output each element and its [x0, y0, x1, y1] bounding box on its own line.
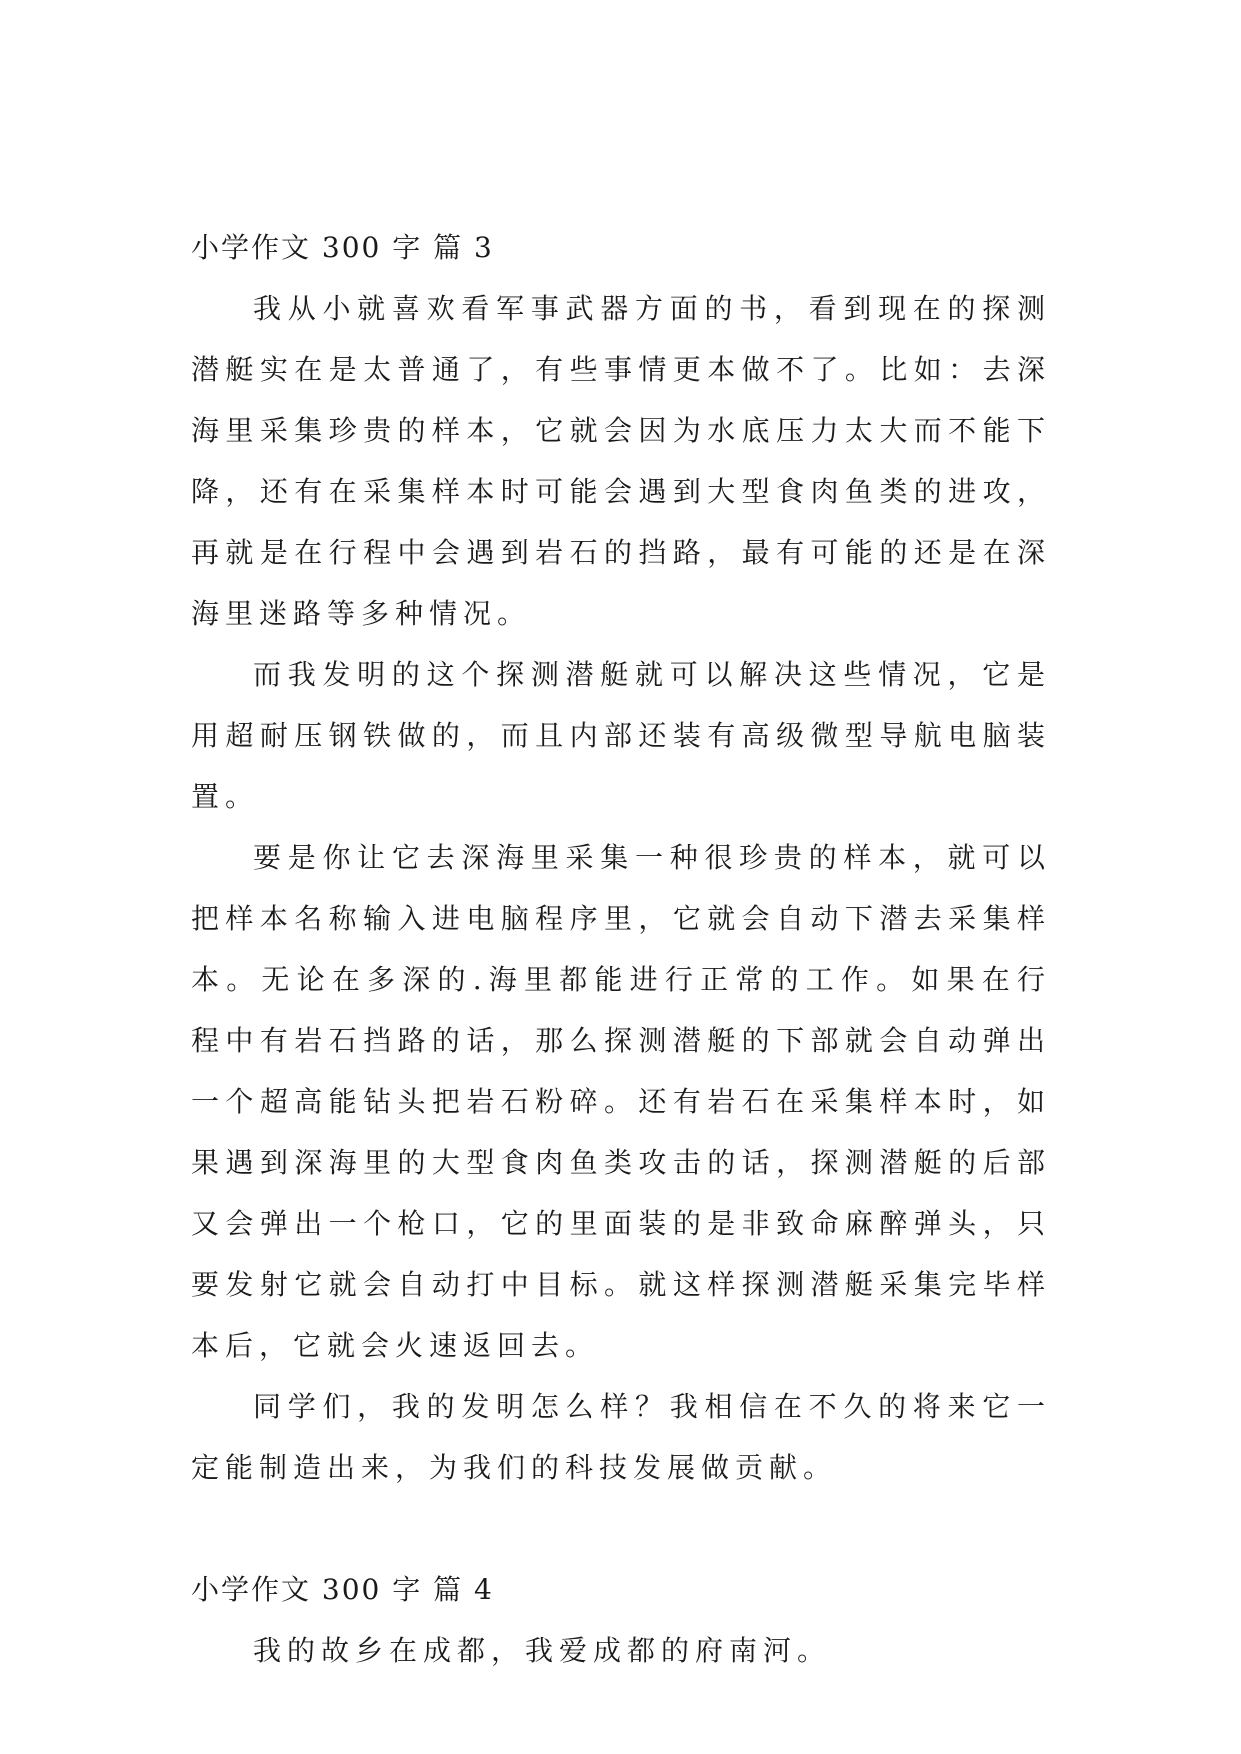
document-body	[191, 217, 1051, 1681]
paragraph: 而我发明的这个探测潜艇就可以解决这些情况，它是用超耐压钢铁做的，而且内部还装有高级微型导航电脑装置。	[191, 658, 1051, 813]
paragraph: 要是你让它去深海里采集一种很珍贵的样本，就可以把样本名称输入进电脑程序里，它就会自动下潜去采集样本。无论在多深的.海里都能进行正常的工作。如果在行程中有岩石挡路的话，那么探测潜艇的下部就会自动弹出一个超高能钻头把岩石粉碎。还有岩石在采集样本时，如果遇到深海里的大型食肉鱼类攻击的话，探测潜艇的后部又会弹出一个枪口，它的里面装的是非致命麻醉弹头，只要发射它就会自动打中目标。就这样探测潜艇采集完毕样本后，它就会火速返回去。	[191, 841, 1051, 1362]
section-title: 小学作文 300 字 篇 3	[191, 231, 494, 264]
paragraph: 同学们，我的发明怎么样？我相信在不久的将来它一定能制造出来，为我们的科技发展做贡献。	[191, 1390, 1051, 1484]
section-spacer	[191, 1498, 1051, 1559]
paragraph: 我从小就喜欢看军事武器方面的书，看到现在的探测潜艇实在是太普通了，有些事情更本做不了。比如：去深海里采集珍贵的样本，它就会因为水底压力太大而不能下降，还有在采集样本时可能会遇到大型食肉鱼类的进攻，再就是在行程中会遇到岩石的挡路，最有可能的还是在深海里迷路等多种情况。	[191, 292, 1051, 630]
section-title: 小学作文 300 字 篇 4	[191, 1573, 494, 1606]
paragraph: 我的故乡在成都，我爱成都的府南河。	[253, 1634, 832, 1667]
